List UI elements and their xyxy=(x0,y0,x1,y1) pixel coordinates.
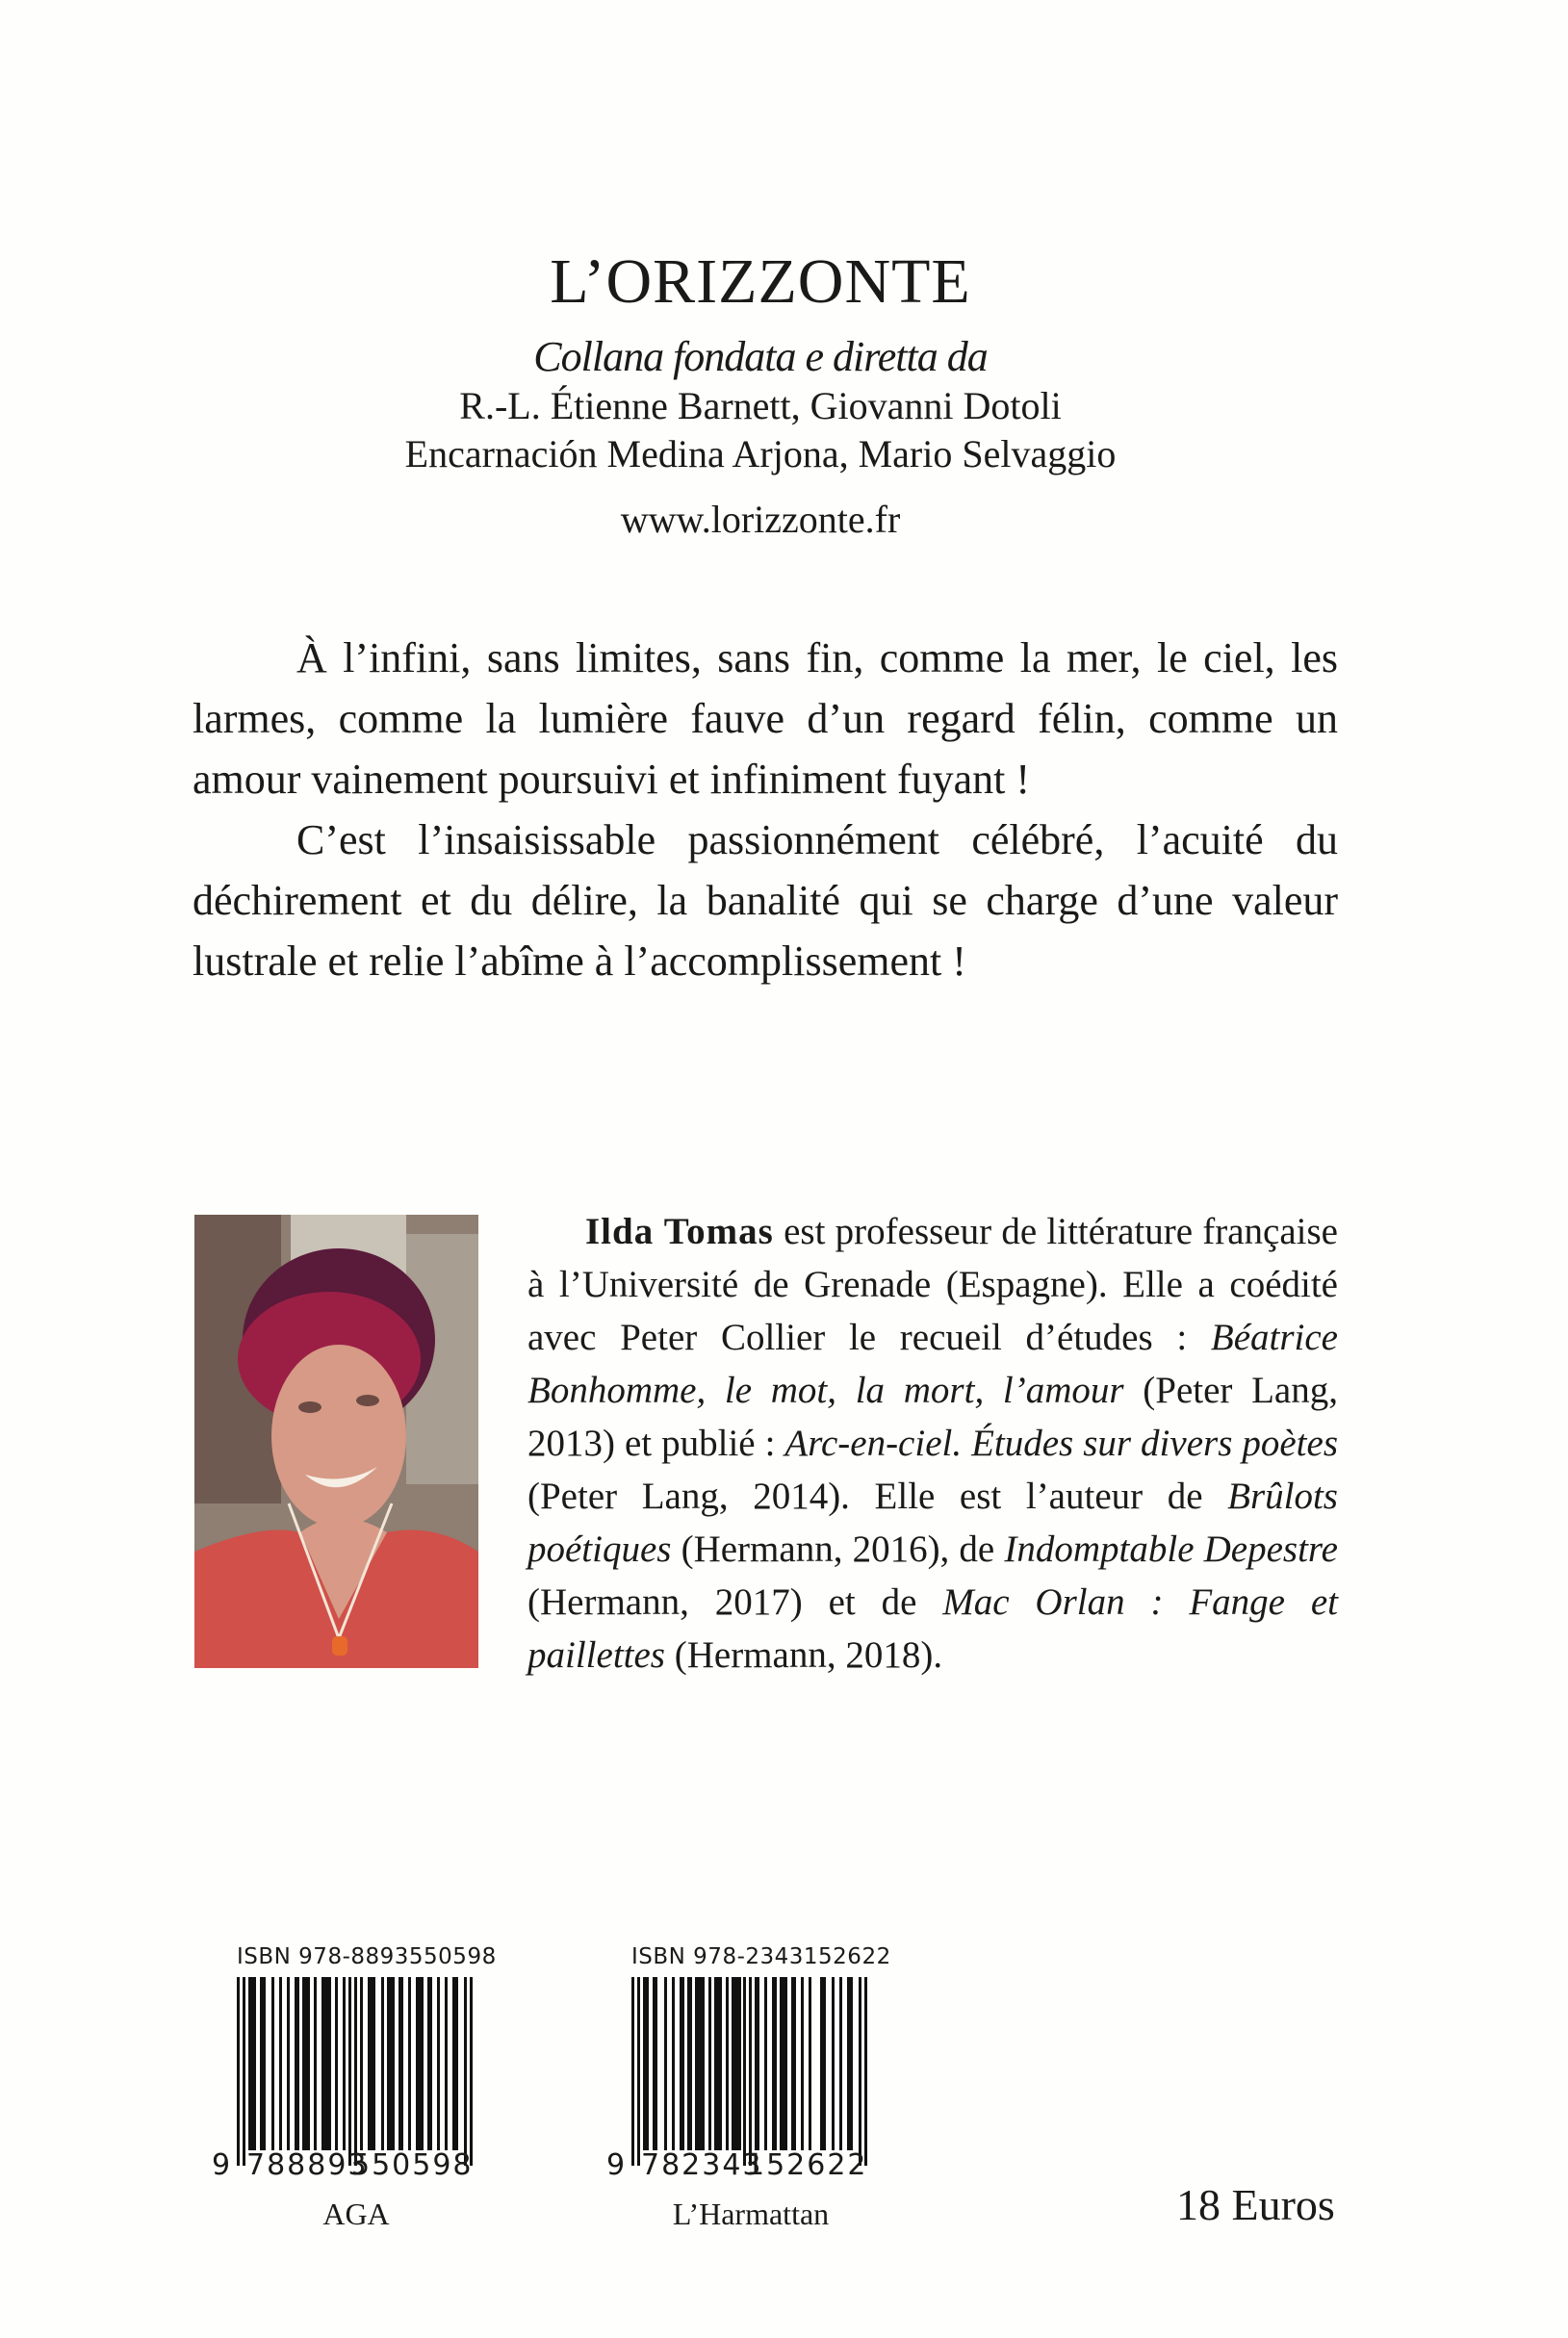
barcode-digit-first: 9 xyxy=(606,2148,626,2182)
series-editors-line-2: Encarnación Medina Arjona, Mario Selvaggio xyxy=(404,432,1117,475)
bio-text: (Peter Lang, 2013) et publié : xyxy=(527,1370,1338,1464)
book-title: Indomptable Depestre xyxy=(1004,1529,1338,1570)
bio-text: (Peter Lang, 2014). Elle est l’auteur de xyxy=(527,1476,1228,1517)
bio-text: (Hermann, 2018). xyxy=(664,1634,943,1676)
series-subtitle: Collana fondata e diretta da xyxy=(533,333,988,380)
barcode-digits-right: 550598 xyxy=(351,2148,474,2182)
book-title: Mac Orlan : Fange et paillettes xyxy=(527,1581,1338,1676)
publisher-label: L’Harmattan xyxy=(672,2197,830,2231)
barcode-digits-right: 152622 xyxy=(746,2148,868,2182)
book-title: Béatrice Bonhomme, le mot, la mort, l’amour xyxy=(527,1317,1338,1411)
author-bio xyxy=(527,1205,1338,1682)
barcode-aga xyxy=(212,1937,501,2231)
blurb-paragraph-1: À l’infini, sans limites, sans fin, comme la mer, le ciel, les larmes, comme la lumière fauve d’un regard félin, comme un amour vainement poursuivi et infiniment fuyant ! xyxy=(193,634,1338,803)
bio-text: (Hermann, 2016), de xyxy=(671,1529,1005,1570)
barcode-digits-left: 782343 xyxy=(641,2148,763,2182)
publisher-label: AGA xyxy=(322,2197,390,2231)
blurb-paragraph-2: C’est l’insaisissable passionnément célébré, l’acuité du déchirement et du délire, la banalité qui se charge d’une valeur lustrale et relie l’abîme à l’accomplissement ! xyxy=(193,816,1338,985)
series-title: L’ORIZZONTE xyxy=(550,246,971,317)
author-name: Ilda Tomas xyxy=(585,1211,774,1252)
series-editors-line-1: R.-L. Étienne Barnett, Giovanni Dotoli xyxy=(459,384,1062,427)
author-photo xyxy=(194,1215,478,1668)
back-cover-blurb xyxy=(193,628,1338,991)
author-portrait-icon xyxy=(194,1215,478,1668)
barcode-icon xyxy=(237,1977,473,2166)
isbn-label: ISBN 978-8893550598 xyxy=(237,1944,497,1969)
isbn-label: ISBN 978-2343152622 xyxy=(631,1944,891,1969)
barcode-digits-left: 788893 xyxy=(246,2148,369,2182)
bio-text: (Hermann, 2017) et de xyxy=(527,1581,943,1623)
book-title: Brûlots poétiques xyxy=(527,1476,1338,1570)
series-url[interactable]: www.lorizzonte.fr xyxy=(620,498,901,541)
bio-text: est professeur de littérature française à l’Université de Grenade (Espagne). Elle a coédité avec Peter Collier le recueil d’études : xyxy=(527,1211,1338,1358)
barcode-harmattan xyxy=(606,1937,895,2231)
book-title: Arc-en-ciel. Études sur divers poètes xyxy=(784,1423,1338,1464)
author-bio-text xyxy=(527,1205,1338,1682)
price-label: 18 Euros xyxy=(1176,2180,1335,2229)
barcode-icon xyxy=(631,1977,867,2166)
barcode-digit-first: 9 xyxy=(212,2148,231,2182)
